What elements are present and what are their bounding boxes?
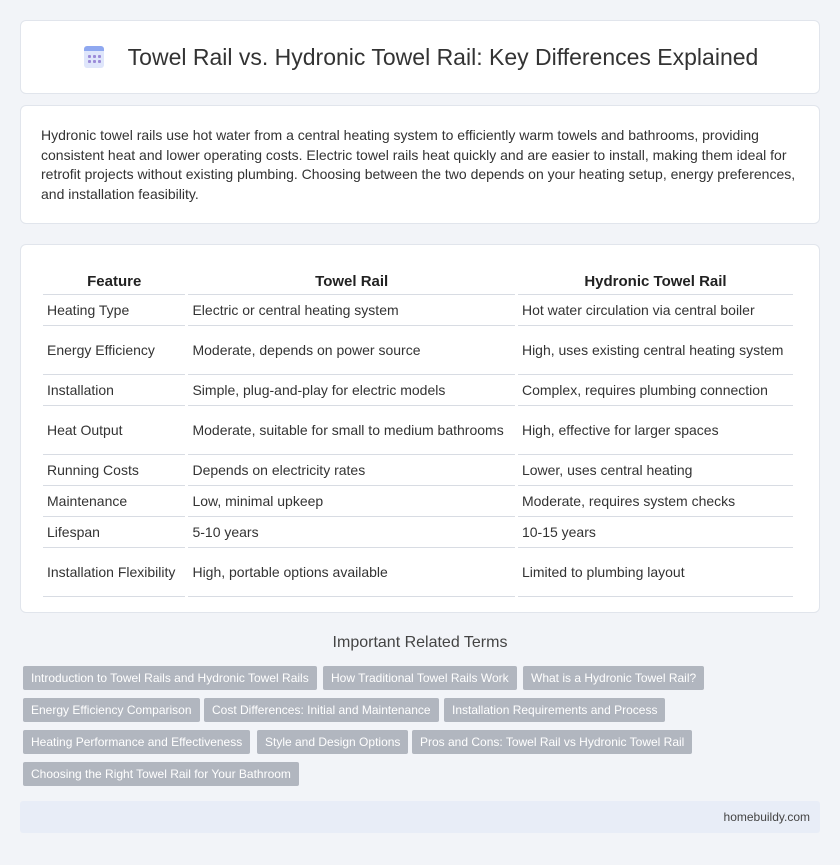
hydronic-cell: Lower, uses central heating	[518, 455, 793, 486]
table-row	[43, 548, 793, 597]
intro-section	[20, 105, 820, 224]
table-row	[43, 486, 793, 517]
header-hydronic-towel-rail: Hydronic Towel Rail	[518, 263, 793, 295]
related-tag[interactable]: Choosing the Right Towel Rail for Your Bathroom	[23, 762, 299, 786]
site-link[interactable]: homebuildy.com	[723, 810, 810, 824]
table-row	[43, 295, 793, 326]
hydronic-cell: High, effective for larger spaces	[518, 406, 793, 455]
comparison-table-card	[20, 244, 820, 613]
feature-cell: Maintenance	[43, 486, 185, 517]
table-row	[43, 455, 793, 486]
feature-cell: Heating Type	[43, 295, 185, 326]
towel-rail-cell: High, portable options available	[188, 548, 515, 597]
page-footer	[20, 801, 820, 833]
related-tag[interactable]: Pros and Cons: Towel Rail vs Hydronic Towel Rail	[412, 730, 692, 754]
comparison-table	[40, 263, 796, 597]
hydronic-cell: Moderate, requires system checks	[518, 486, 793, 517]
towel-rail-cell: Electric or central heating system	[188, 295, 515, 326]
related-tag[interactable]: Installation Requirements and Process	[444, 698, 665, 722]
towel-rail-cell: Moderate, suitable for small to medium bathrooms	[188, 406, 515, 455]
feature-cell: Heat Output	[43, 406, 185, 455]
page-title: Towel Rail vs. Hydronic Towel Rail: Key Differences Explained	[127, 43, 759, 70]
hydronic-cell: High, uses existing central heating system	[518, 326, 793, 375]
related-tag[interactable]: Introduction to Towel Rails and Hydronic Towel Rails	[23, 666, 317, 690]
table-row	[43, 517, 793, 548]
calendar-icon	[82, 45, 106, 69]
table-row	[43, 375, 793, 406]
feature-cell: Energy Efficiency	[43, 326, 185, 375]
table-row	[43, 406, 793, 455]
related-tag[interactable]: Cost Differences: Initial and Maintenance	[204, 698, 439, 722]
towel-rail-cell: Moderate, depends on power source	[188, 326, 515, 375]
towel-rail-cell: Depends on electricity rates	[188, 455, 515, 486]
towel-rail-cell: Low, minimal upkeep	[188, 486, 515, 517]
related-tag[interactable]: What is a Hydronic Towel Rail?	[523, 666, 704, 690]
intro-text: Hydronic towel rails use hot water from a central heating system to efficiently warm towels and bathrooms, providing consistent heat and lower operating costs. Electric towel rails heat quickly and are easier to install, making them ideal for retrofit projects without existing plumbing. Choosing between the two depends on your heating setup, energy preferences, and installation feasibility.	[41, 127, 796, 202]
table-row	[43, 326, 793, 375]
towel-rail-cell: Simple, plug-and-play for electric models	[188, 375, 515, 406]
page-header	[20, 20, 820, 94]
related-tag[interactable]: Energy Efficiency Comparison	[23, 698, 200, 722]
related-tag[interactable]: How Traditional Towel Rails Work	[323, 666, 517, 690]
hydronic-cell: Limited to plumbing layout	[518, 548, 793, 597]
feature-cell: Lifespan	[43, 517, 185, 548]
related-tag[interactable]: Heating Performance and Effectiveness	[23, 730, 250, 754]
header-feature: Feature	[43, 263, 185, 295]
feature-cell: Running Costs	[43, 455, 185, 486]
hydronic-cell: Complex, requires plumbing connection	[518, 375, 793, 406]
towel-rail-cell: 5-10 years	[188, 517, 515, 548]
hydronic-cell: Hot water circulation via central boiler	[518, 295, 793, 326]
related-terms-title: Important Related Terms	[332, 634, 508, 651]
hydronic-cell: 10-15 years	[518, 517, 793, 548]
feature-cell: Installation Flexibility	[43, 548, 185, 597]
feature-cell: Installation	[43, 375, 185, 406]
header-towel-rail: Towel Rail	[188, 263, 515, 295]
related-tag[interactable]: Style and Design Options	[257, 730, 408, 754]
